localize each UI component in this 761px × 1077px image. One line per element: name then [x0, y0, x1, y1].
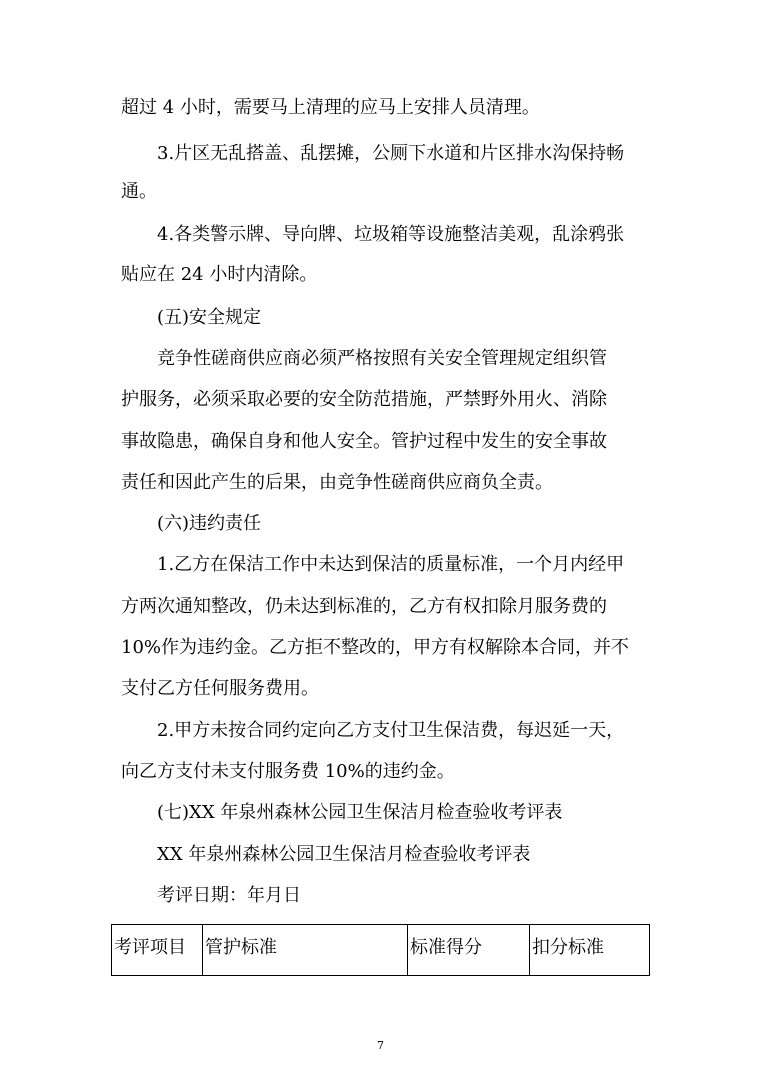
paragraph-line: 竞争性磋商供应商必须严格按照有关安全管理规定组织管 — [157, 348, 607, 369]
section-heading-liability: (六)违约责任 — [157, 513, 262, 534]
paragraph-line: 1.乙方在保洁工作中未达到保洁的质量标准，一个月内经甲 — [157, 554, 625, 575]
paragraph-line: 通。 — [121, 181, 157, 202]
page-number: 7 — [377, 1039, 384, 1052]
section-heading-safety: (五)安全规定 — [157, 307, 262, 328]
evaluation-date: 考评日期：年月日 — [157, 885, 301, 906]
paragraph-line: 支付乙方任何服务费用。 — [121, 678, 319, 699]
paragraph-line: 向乙方支付未支付服务费 10%的违约金。 — [121, 761, 455, 782]
paragraph-line: 10%作为违约金。乙方拒不整改的，甲方有权解除本合同，并不 — [121, 637, 630, 658]
section-heading-evaluation: (七)XX 年泉州森林公园卫生保洁月检查验收考评表 — [157, 802, 563, 823]
paragraph-line: 超过 4 小时，需要马上清理的应马上安排人员清理。 — [121, 97, 540, 118]
paragraph-line: 护服务，必须采取必要的安全防范措施，严禁野外用火、消除 — [121, 389, 607, 410]
paragraph-line: 4.各类警示牌、导向牌、垃圾箱等设施整洁美观，乱涂鸦张 — [157, 224, 625, 245]
table-header-row — [112, 925, 650, 976]
evaluation-table — [111, 924, 650, 976]
table-header-cell: 管护标准 — [203, 925, 408, 976]
table-header-cell: 考评项目 — [112, 925, 203, 976]
table-header-cell: 标准得分 — [408, 925, 530, 976]
paragraph-line: 贴应在 24 小时内清除。 — [121, 264, 318, 285]
table-header-cell: 扣分标准 — [530, 925, 650, 976]
paragraph-line: 事故隐患，确保自身和他人安全。管护过程中发生的安全事故 — [121, 431, 607, 452]
paragraph-line: 3.片区无乱搭盖、乱摆摊，公厕下水道和片区排水沟保持畅 — [157, 143, 625, 164]
paragraph-line: 方两次通知整改，仍未达到标准的，乙方有权扣除月服务费的 — [121, 596, 607, 617]
table-title: XX 年泉州森林公园卫生保洁月检查验收考评表 — [157, 844, 531, 865]
paragraph-line: 2.甲方未按合同约定向乙方支付卫生保洁费，每迟延一天， — [157, 720, 625, 741]
paragraph-line: 责任和因此产生的后果，由竞争性磋商供应商负全责。 — [121, 472, 553, 493]
